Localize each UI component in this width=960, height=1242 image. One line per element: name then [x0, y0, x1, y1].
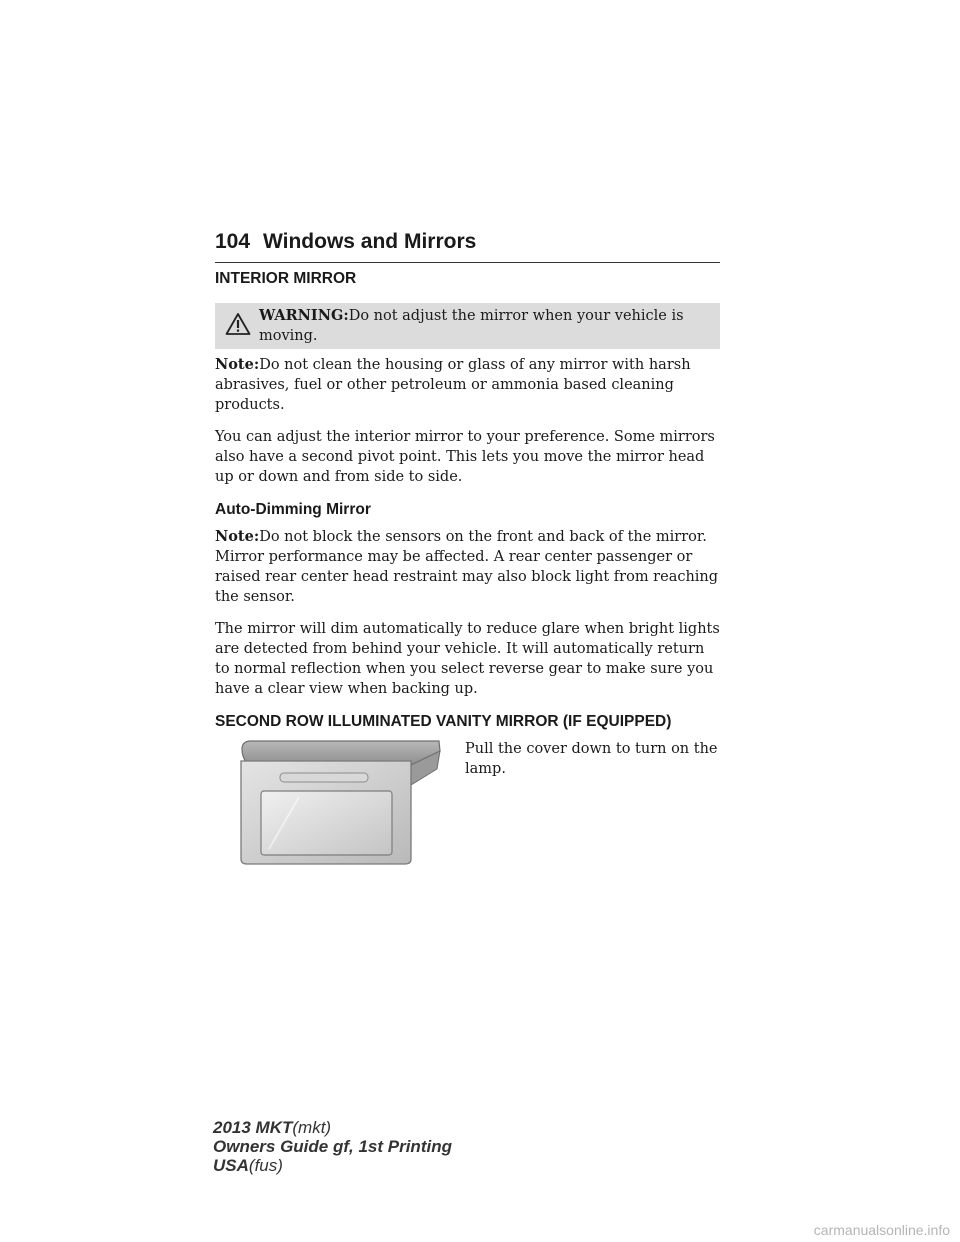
page-content: [215, 268, 720, 869]
footer-line-model: 2013 MKT(mkt): [213, 1118, 332, 1137]
interior-mirror-note: [215, 355, 720, 415]
vanity-mirror-illustration: [239, 739, 465, 865]
watermark: carmanualsonline.info: [813, 1222, 950, 1238]
footer-line-region: USA(fus): [213, 1156, 283, 1175]
auto-dimming-note: [215, 527, 720, 607]
note-text: Do not block the sensors on the front and back of the mirror. Mirror performance may be affected. A rear center passenger or raised rear center head restraint may also block light from reaching the sensor.: [215, 529, 719, 605]
warning-triangle-icon: [225, 312, 251, 336]
page-number: 104: [215, 230, 251, 253]
warning-box: [215, 303, 720, 349]
vanity-mirror-text: Pull the cover down to turn on the lamp.: [465, 741, 718, 777]
interior-mirror-heading: INTERIOR MIRROR: [215, 270, 357, 287]
page-header: [215, 228, 720, 263]
warning-message: Do not adjust the mirror when your vehicle is moving.: [259, 308, 684, 344]
note-label: Note:: [215, 528, 260, 545]
page-footer: [213, 1118, 452, 1175]
auto-dimming-heading: Auto-Dimming Mirror: [215, 501, 371, 518]
vanity-mirror-row: [215, 739, 720, 869]
warning-text: [259, 306, 714, 346]
vanity-mirror-heading: SECOND ROW ILLUMINATED VANITY MIRROR (IF EQUIPPED): [215, 713, 672, 730]
note-text: Do not clean the housing or glass of any mirror with harsh abrasives, fuel or other petroleum or ammonia based cleaning products.: [215, 357, 691, 413]
interior-mirror-body: You can adjust the interior mirror to your preference. Some mirrors also have a second pivot point. This lets you move the mirror head up or down and from side to side.: [215, 429, 715, 485]
note-label: Note:: [215, 356, 260, 373]
warning-label: WARNING:: [259, 307, 349, 324]
auto-dimming-body: The mirror will dim automatically to reduce glare when bright lights are detected from behind your vehicle. It will automatically return to normal reflection when you select reverse gear to make sure you have a clear view when backing up.: [215, 621, 720, 697]
footer-line-guide: Owners Guide gf, 1st Printing: [213, 1137, 452, 1156]
section-title: Windows and Mirrors: [263, 230, 477, 253]
